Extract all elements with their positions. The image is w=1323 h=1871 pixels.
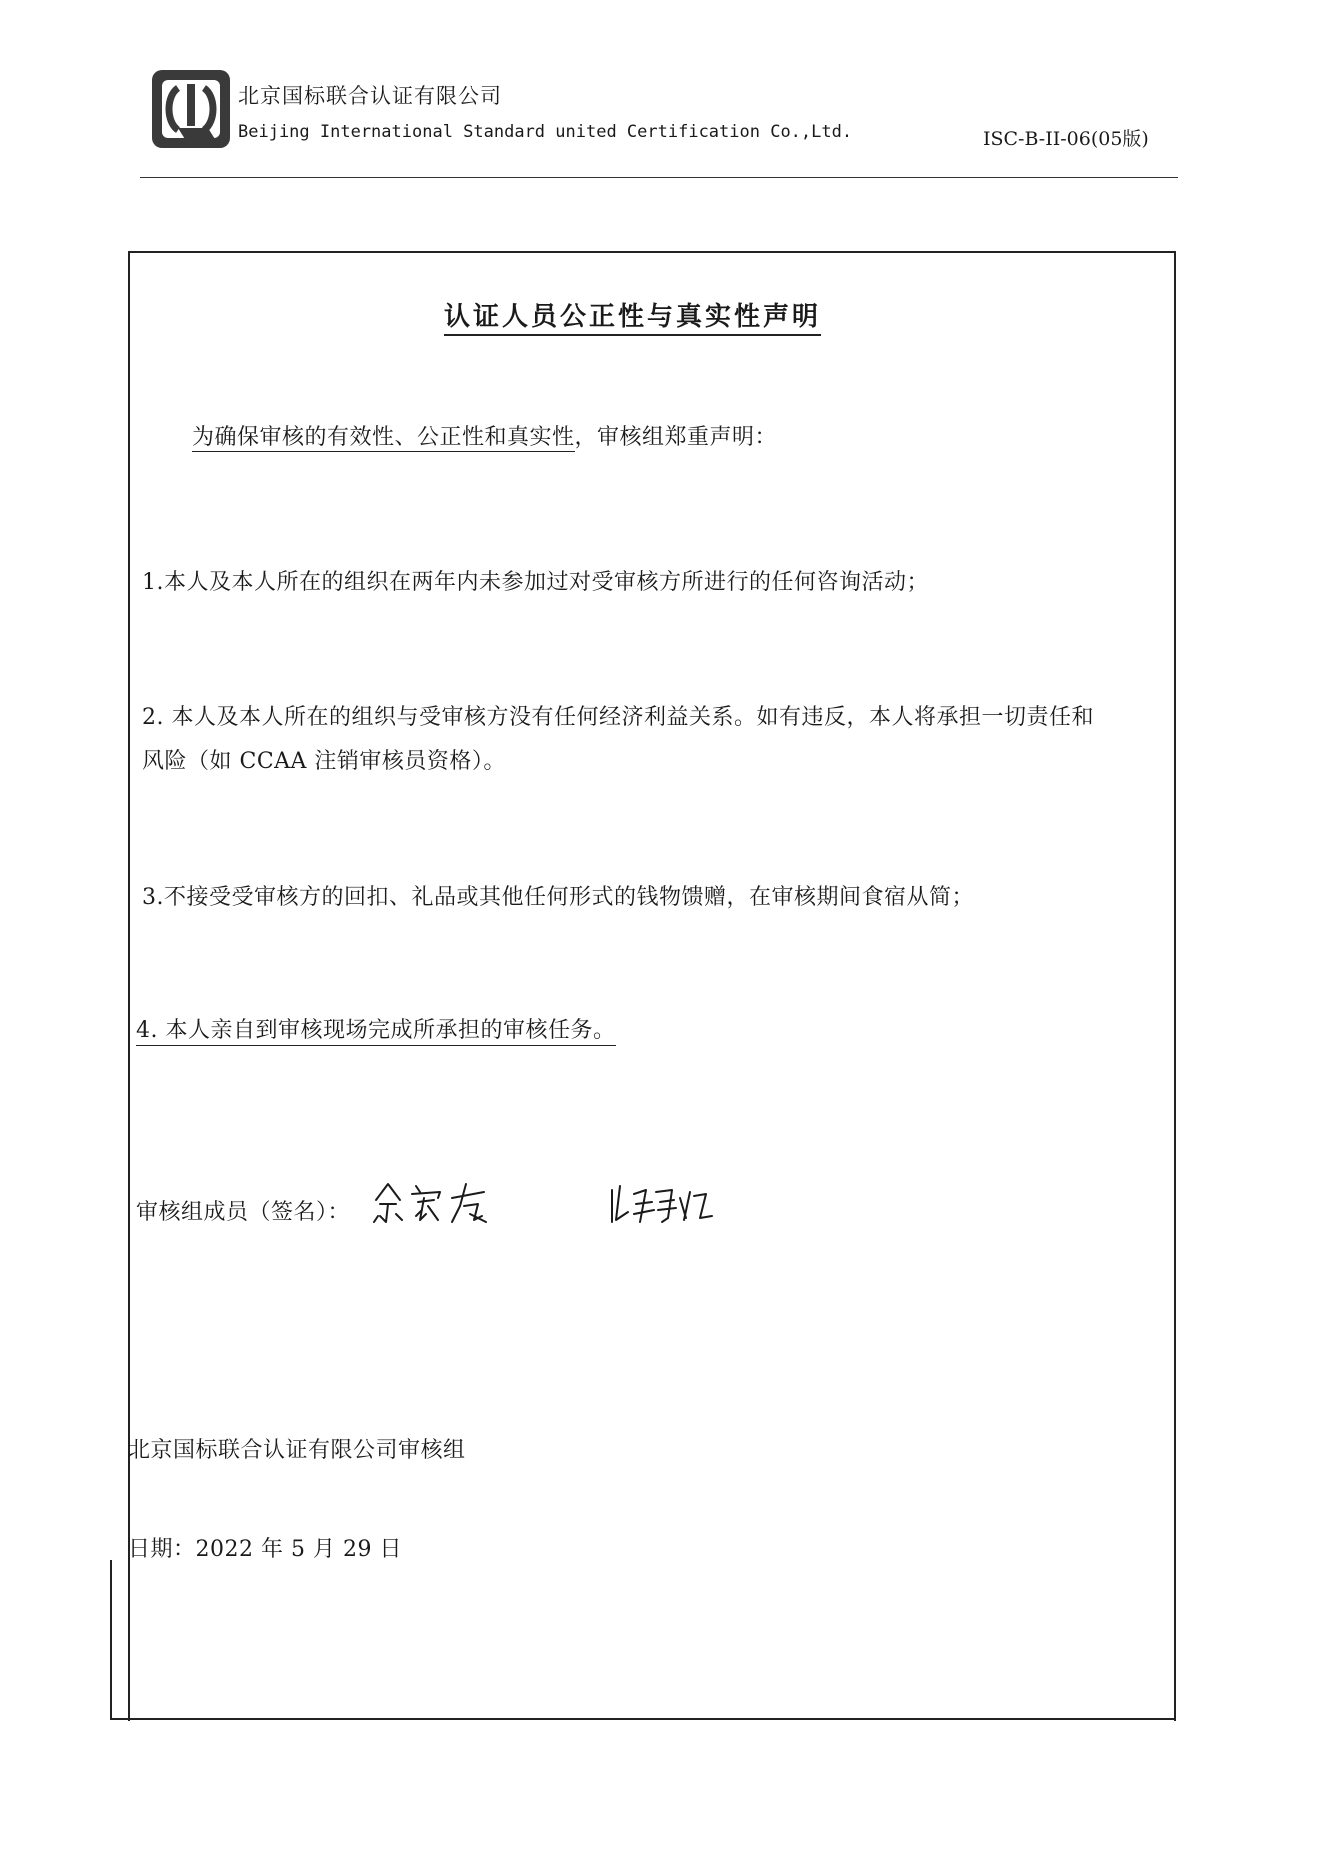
declaration-item-1: 1.本人及本人所在的组织在两年内未参加过对受审核方所进行的任何咨询活动； bbox=[142, 570, 929, 595]
intro-rest-text: ，审核组郑重声明： bbox=[574, 425, 778, 450]
date-value: 2022 年 5 月 29 日 bbox=[195, 1537, 402, 1562]
audit-team-org: 北京国标联合认证有限公司审核组 bbox=[128, 1438, 466, 1463]
declaration-form-frame bbox=[128, 251, 1176, 1721]
date-label: 日期： bbox=[128, 1537, 196, 1562]
form-title: 认证人员公正性与真实性声明 bbox=[444, 296, 821, 336]
declaration-item-2-line-2: 风险（如 CCAA 注销审核员资格）。 bbox=[142, 749, 506, 774]
declaration-item-2-line-1: 2. 本人及本人所在的组织与受审核方没有任何经济利益关系。如有违反，本人将承担一切责任和 bbox=[142, 705, 1094, 730]
form-frame-left-extension bbox=[110, 1560, 112, 1720]
date-line bbox=[128, 1532, 402, 1563]
company-name-cn: 北京国标联合认证有限公司 bbox=[238, 84, 502, 108]
signature-2-image bbox=[606, 1178, 716, 1228]
isc-logo-icon bbox=[148, 66, 234, 152]
form-frame-bottom bbox=[110, 1718, 1174, 1720]
declaration-item-3: 3.不接受受审核方的回扣、礼品或其他任何形式的钱物馈赠，在审核期间食宿从简； bbox=[142, 885, 974, 910]
intro-statement bbox=[192, 420, 777, 451]
intro-underlined-text: 为确保审核的有效性、公正性和真实性 bbox=[192, 425, 575, 450]
signature-label: 审核组成员（签名）： bbox=[136, 1200, 351, 1225]
signature-1-image bbox=[366, 1170, 506, 1230]
header-divider bbox=[140, 177, 1178, 178]
declaration-item-4: 4. 本人亲自到审核现场完成所承担的审核任务。 bbox=[136, 1013, 616, 1046]
document-code: ISC-B-II-06(05版) bbox=[983, 128, 1149, 150]
company-name-en: Beijing International Standard united Certification Co.,Ltd. bbox=[238, 122, 853, 142]
